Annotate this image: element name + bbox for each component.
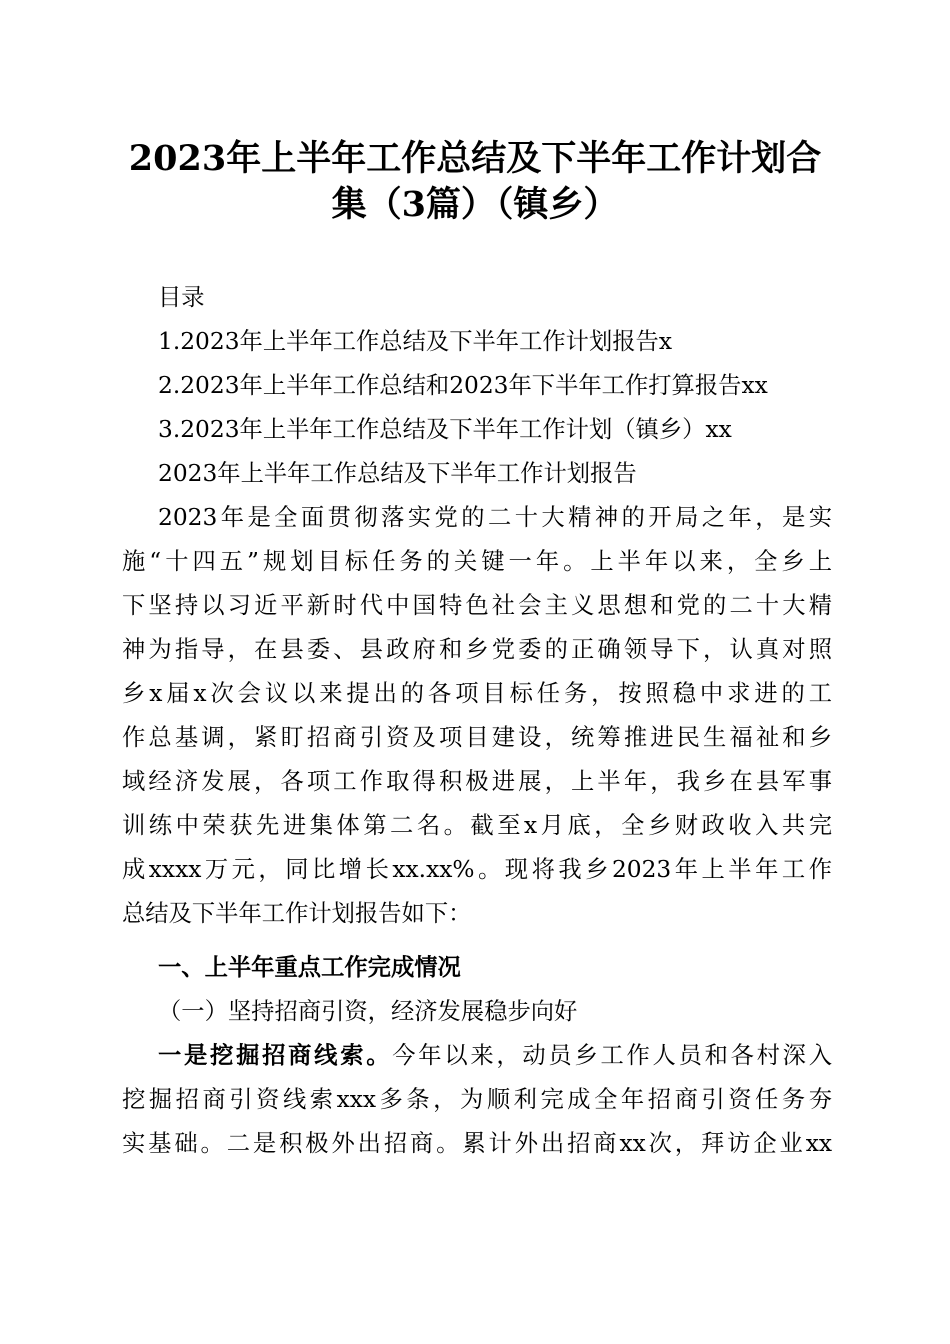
intro-line-4: 神为指导，在县委、县政府和乡党委的正确领导下，认真对照 <box>122 636 832 663</box>
intro-line-3: 下坚持以习近平新时代中国特色社会主义思想和党的二十大精 <box>122 592 832 619</box>
intro-line-5: 乡x届x次会议以来提出的各项目标任务，按照稳中求进的工 <box>122 680 832 707</box>
intro-line-8: 训练中荣获先进集体第二名。截至x月底，全乡财政收入共完 <box>122 812 832 839</box>
intro-line-10: 总结及下半年工作计划报告如下： <box>122 900 472 927</box>
intro-line-2: 施“十四五”规划目标任务的关键一年。上半年以来，全乡上 <box>122 548 832 575</box>
intro-line-9: 成xxxx万元，同比增长xx.xx%。现将我乡2023年上半年工作 <box>122 856 832 883</box>
para1-line-1 <box>158 1034 832 1078</box>
para1-line-2: 挖掘招商引资线索xxx多条，为顺利完成全年招商引资任务夯 <box>122 1086 832 1113</box>
toc-item-3: 3.2023年上半年工作总结及下半年工作计划（镇乡）xx <box>158 416 732 443</box>
section-heading-1: 一、上半年重点工作完成情况 <box>158 954 461 981</box>
para1-lead: 一是挖掘招商线索。 <box>158 1042 393 1069</box>
subsection-heading-1: （一）坚持招商引资，经济发展稳步向好 <box>158 998 578 1025</box>
intro-line-1: 2023年是全面贯彻落实党的二十大精神的开局之年，是实 <box>158 504 832 531</box>
document-title-line-2: 集（3篇）（镇乡） <box>331 184 619 225</box>
toc-item-1: 1.2023年上半年工作总结及下半年工作计划报告x <box>158 328 672 355</box>
document-title-line-1: 2023年上半年工作总结及下半年工作计划合 <box>128 138 822 179</box>
intro-line-7: 域经济发展，各项工作取得积极进展，上半年，我乡在县军事 <box>122 768 832 795</box>
para1-line-1-rest: 今年以来，动员乡工作人员和各村深入 <box>392 1042 833 1069</box>
toc-item-2: 2.2023年上半年工作总结和2023年下半年工作打算报告xx <box>158 372 768 399</box>
para1-line-3: 实基础。二是积极外出招商。累计外出招商xx次，拜访企业xx <box>122 1130 832 1157</box>
toc-label: 目录 <box>158 284 205 311</box>
intro-line-6: 作总基调，紧盯招商引资及项目建设，统筹推进民生福祉和乡 <box>122 724 832 751</box>
report-title: 2023年上半年工作总结及下半年工作计划报告 <box>158 460 637 487</box>
